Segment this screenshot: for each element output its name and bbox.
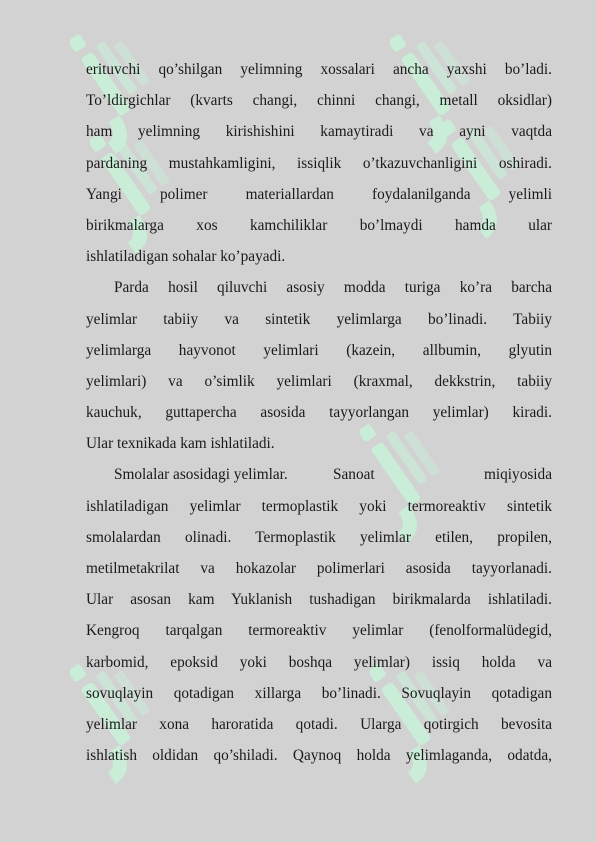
text-line: yelimlar tabiiy va sintetik yelimlarga bo’linadi. Tabiiy: [86, 310, 552, 328]
text-line: yelimlari) va o’simlik yelimlari (kraxmal, dekkstrin, tabiiy: [86, 372, 552, 390]
text-line: karbomid, epoksid yoki boshqa yelimlar) issiq holda va: [86, 653, 552, 671]
text-line: Ular asosan kam Yuklanish tushadigan birikmalarda ishlatiladi.: [86, 591, 552, 609]
text-line: sovuqlayin qotadigan xillarga bo’linadi. Sovuqlayin qotadigan: [86, 684, 552, 702]
text-line: Yangi polimer materiallardan foydalanilganda yelimli: [86, 185, 552, 203]
section-heading: Smolalar asosidagi yelimlar.: [114, 466, 288, 484]
text-line: ishlatish oldidan qo’shiladi. Qaynoq holda yelimlaganda, odatda,: [86, 747, 552, 765]
text-line: yelimlar xona haroratida qotadi. Ularga qotirgich bevosita: [86, 715, 552, 733]
text-line: yelimlarga hayvonot yelimlari (kazein, allbumin, glyutin: [86, 341, 552, 359]
text-line: ishlatiladigan yelimlar termoplastik yoki termoreaktiv sintetik: [86, 497, 552, 515]
text-line: ham yelimning kirishishini kamaytiradi va ayni vaqtda: [86, 123, 552, 141]
text-line: Kengroq tarqalgan termoreaktiv yelimlar (fenolformalüdegid,: [86, 622, 552, 640]
text-line: smolalardan olinadi. Termoplastik yelimlar etilen, propilen,: [86, 528, 552, 546]
text-line: erituvchi qo’shilgan yelimning xossalari ancha yaxshi bo’ladi.: [86, 61, 552, 78]
text-fragment: miqiyosida: [484, 466, 552, 484]
text-line: metilmetakrilat va hokazolar polimerlari asosida tayyorlanadi.: [86, 560, 552, 577]
text-line: ishlatiladigan sohalar ko’payadi.: [86, 248, 286, 266]
text-line: kauchuk, guttapercha asosida tayyorlangan yelimlar) kiradi.: [86, 404, 552, 422]
section-heading-line: [86, 459, 552, 490]
text-line: pardaning mustahkamligini, issiqlik o’tkazuvchanligini oshiradi.: [86, 154, 552, 172]
text-line: Parda hosil qiluvchi asosiy modda turiga ko’ra barcha: [114, 279, 552, 297]
text-line: Ular texnikada kam ishlatiladi.: [86, 435, 275, 453]
body-text: [86, 54, 552, 771]
text-line: birikmalarga xos kamchiliklar bo’lmaydi hamda ular: [86, 216, 552, 234]
text-line: To’ldirgichlar (kvarts changi, chinni changi, metall oksidlar): [86, 92, 552, 110]
text-fragment: Sanoat: [333, 466, 375, 484]
